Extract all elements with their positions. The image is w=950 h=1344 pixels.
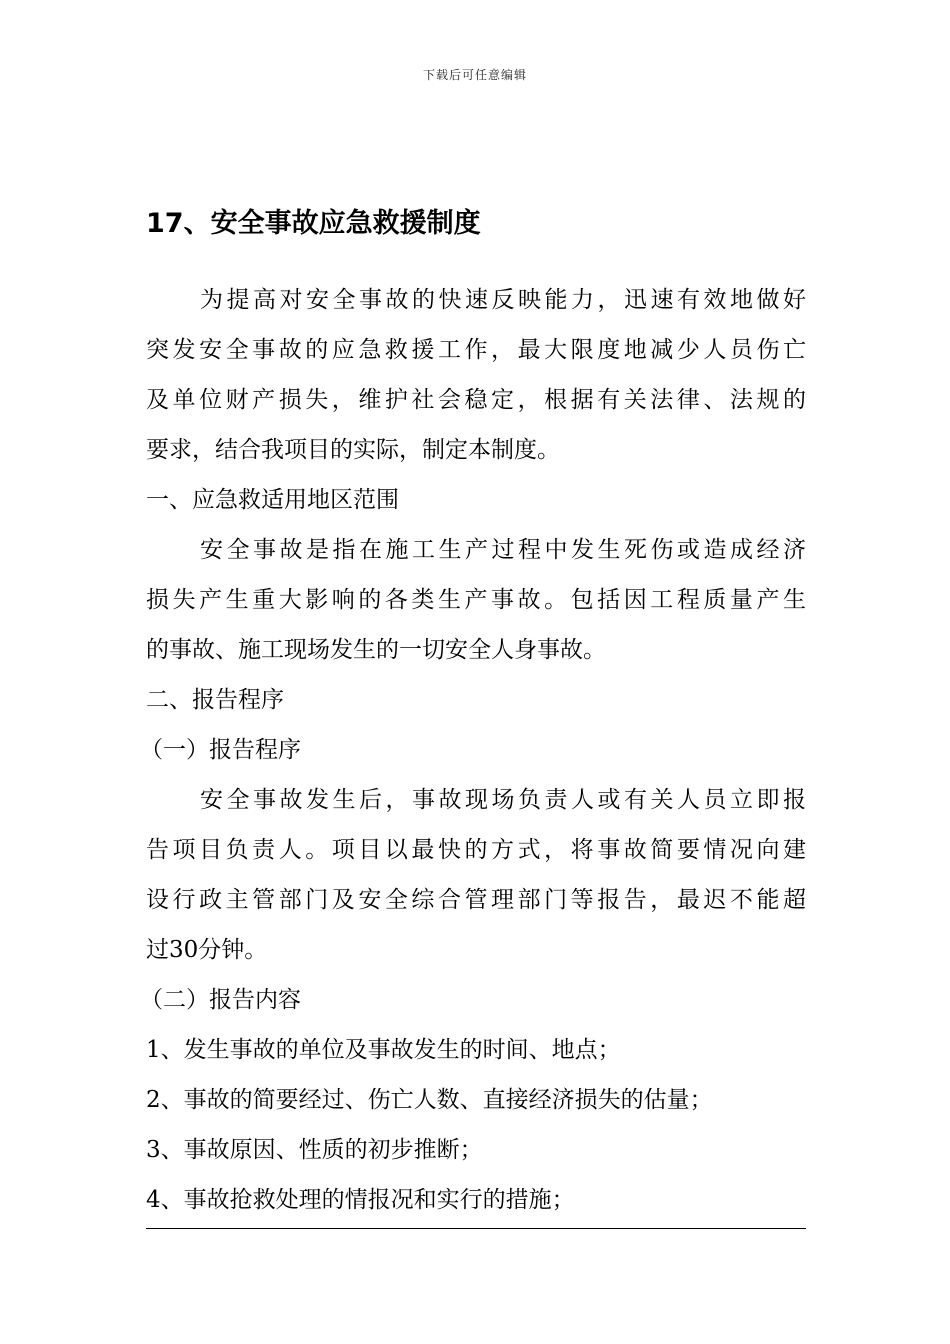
- subsection-heading: （一）报告程序: [140, 737, 301, 763]
- paragraph-line: 为提高对安全事故的快速反映能力，迅速有效地做好: [200, 287, 806, 313]
- paragraph-line: 的事故、施工现场发生的一切安全人身事故。: [146, 637, 606, 663]
- paragraph-line: 突发安全事故的应急救援工作，最大限度地减少人员伤亡: [146, 337, 806, 363]
- subsection-heading: （二）报告内容: [140, 987, 301, 1013]
- paragraph-line: 安全事故是指在施工生产过程中发生死伤或造成经济: [200, 537, 806, 563]
- list-item: 3、事故原因、性质的初步推断；: [146, 1137, 483, 1163]
- footer-divider: [146, 1228, 806, 1229]
- list-item: 2、事故的简要经过、伤亡人数、直接经济损失的估量；: [146, 1087, 713, 1113]
- paragraph-line: 要求，结合我项目的实际，制定本制度。: [146, 437, 560, 463]
- paragraph-line: 过30分钟。: [146, 937, 268, 963]
- document-title: 17、安全事故应急救援制度: [146, 208, 481, 239]
- paragraph-line: 及单位财产损失，维护社会稳定，根据有关法律、法规的: [146, 387, 806, 413]
- section-heading: 一、应急救适用地区范围: [146, 487, 399, 513]
- paragraph-line: 安全事故发生后，事故现场负责人或有关人员立即报: [200, 787, 806, 813]
- list-item: 1、发生事故的单位及事故发生的时间、地点；: [146, 1037, 621, 1063]
- section-heading: 二、报告程序: [146, 687, 284, 713]
- paragraph-line: 损失产生重大影响的各类生产事故。包括因工程质量产生: [146, 587, 806, 613]
- paragraph-line: 设行政主管部门及安全综合管理部门等报告，最迟不能超: [146, 887, 806, 913]
- list-item: 4、事故抢救处理的情报况和实行的措施；: [146, 1187, 575, 1213]
- paragraph-line: 告项目负责人。项目以最快的方式，将事故简要情况向建: [146, 837, 806, 863]
- page-header-note: 下载后可任意编辑: [422, 68, 527, 82]
